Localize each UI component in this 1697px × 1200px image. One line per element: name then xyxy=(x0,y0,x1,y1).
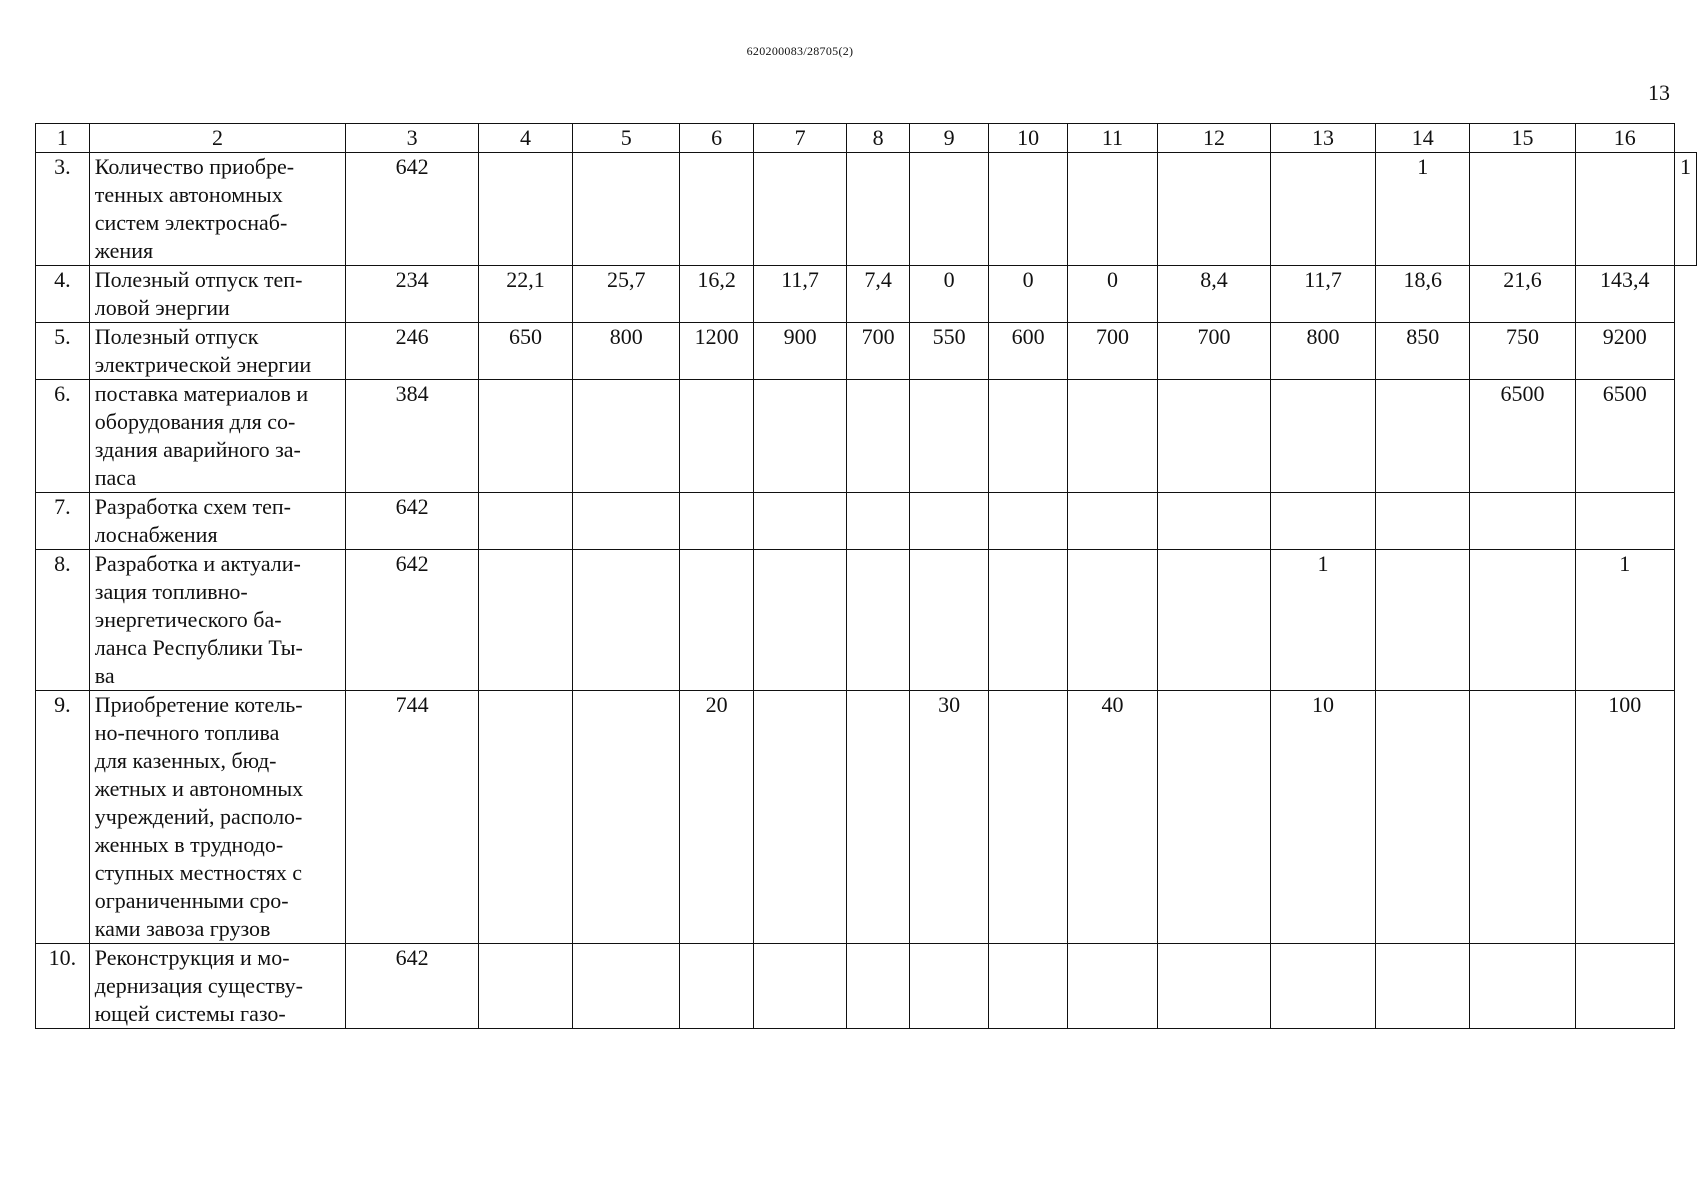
table-cell: 800 xyxy=(1270,323,1375,380)
table-cell: 600 xyxy=(989,323,1067,380)
column-header: 9 xyxy=(909,124,988,153)
table-cell: 700 xyxy=(1067,323,1157,380)
table-cell: 6500 xyxy=(1470,380,1575,493)
table-cell: 22,1 xyxy=(478,266,572,323)
table-cell xyxy=(1470,944,1575,1029)
column-header: 8 xyxy=(847,124,910,153)
table-cell xyxy=(989,944,1067,1029)
row-name: Полезный отпуск электрической энергии xyxy=(89,323,346,380)
row-name: поставка материалов и оборудования для со- здания аварийного за- паса xyxy=(89,380,346,493)
row-number: 9. xyxy=(36,691,90,944)
table-cell xyxy=(1067,380,1157,493)
row-name: Разработка и актуали- зация топливно- энергетического ба- ланса Республики Ты- ва xyxy=(89,550,346,691)
table-cell: 7,4 xyxy=(847,266,910,323)
header-row xyxy=(36,124,1697,153)
column-header: 14 xyxy=(1376,124,1470,153)
table-cell xyxy=(909,550,988,691)
table-cell xyxy=(847,493,910,550)
table-cell: 234 xyxy=(346,266,479,323)
table-cell xyxy=(989,153,1067,266)
table-cell: 800 xyxy=(573,323,680,380)
data-table xyxy=(35,123,1697,1029)
table-cell xyxy=(680,153,754,266)
table-cell: 18,6 xyxy=(1376,266,1470,323)
table-cell xyxy=(478,691,572,944)
table-cell xyxy=(1470,550,1575,691)
row-number: 5. xyxy=(36,323,90,380)
table-row xyxy=(36,266,1697,323)
table-cell xyxy=(478,493,572,550)
table-cell: 850 xyxy=(1376,323,1470,380)
row-number: 3. xyxy=(36,153,90,266)
table-cell xyxy=(989,493,1067,550)
table-cell xyxy=(753,380,846,493)
table-cell: 20 xyxy=(680,691,754,944)
table-cell xyxy=(909,153,988,266)
column-header: 15 xyxy=(1470,124,1575,153)
table-row xyxy=(36,380,1697,493)
table-cell xyxy=(573,380,680,493)
table-cell xyxy=(753,153,846,266)
table-cell: 11,7 xyxy=(753,266,846,323)
column-header: 3 xyxy=(346,124,479,153)
table-cell xyxy=(478,380,572,493)
column-header: 4 xyxy=(478,124,572,153)
column-header: 12 xyxy=(1158,124,1271,153)
column-header: 10 xyxy=(989,124,1067,153)
table-cell xyxy=(1376,380,1470,493)
table-cell: 384 xyxy=(346,380,479,493)
table-cell xyxy=(1158,944,1271,1029)
table-cell: 1 xyxy=(1675,153,1697,266)
table-cell xyxy=(1470,691,1575,944)
row-number: 8. xyxy=(36,550,90,691)
column-header: 6 xyxy=(680,124,754,153)
table-cell xyxy=(478,944,572,1029)
table-cell xyxy=(1158,380,1271,493)
row-number: 10. xyxy=(36,944,90,1029)
row-number: 6. xyxy=(36,380,90,493)
table-cell xyxy=(478,153,572,266)
table-cell: 1 xyxy=(1270,550,1375,691)
table-cell xyxy=(1067,153,1157,266)
table-cell xyxy=(847,691,910,944)
table-cell: 0 xyxy=(909,266,988,323)
table-cell: 8,4 xyxy=(1158,266,1271,323)
table-cell xyxy=(753,493,846,550)
row-number: 4. xyxy=(36,266,90,323)
column-header: 2 xyxy=(89,124,346,153)
table-cell xyxy=(989,691,1067,944)
row-name: Реконструкция и мо- дернизация существу- ющей системы газо- xyxy=(89,944,346,1029)
table-row xyxy=(36,944,1697,1029)
table-cell xyxy=(1158,493,1271,550)
table-cell: 40 xyxy=(1067,691,1157,944)
table-cell: 16,2 xyxy=(680,266,754,323)
row-name: Приобретение котель- но-печного топлива для казенных, бюд- жетных и автономных учреждений, располо- женных в труднодо- ступных местностях с ограниченными сро- ками завоза грузов xyxy=(89,691,346,944)
table-cell xyxy=(573,493,680,550)
table-cell xyxy=(847,153,910,266)
table-cell xyxy=(753,691,846,944)
column-header: 13 xyxy=(1270,124,1375,153)
table-cell xyxy=(1158,550,1271,691)
table-cell xyxy=(1270,493,1375,550)
table-cell xyxy=(1575,493,1674,550)
table-cell xyxy=(909,493,988,550)
column-header: 11 xyxy=(1067,124,1157,153)
table-cell xyxy=(1270,380,1375,493)
table-cell: 900 xyxy=(753,323,846,380)
table-cell xyxy=(680,380,754,493)
table-cell: 30 xyxy=(909,691,988,944)
document-id: 620200083/28705(2) xyxy=(746,44,854,58)
table-row xyxy=(36,153,1697,266)
table-cell: 6500 xyxy=(1575,380,1674,493)
table-cell: 143,4 xyxy=(1575,266,1674,323)
table-cell xyxy=(989,380,1067,493)
table-cell xyxy=(478,550,572,691)
table-cell: 9200 xyxy=(1575,323,1674,380)
table-cell xyxy=(1158,153,1271,266)
table-cell xyxy=(909,944,988,1029)
table-cell: 1 xyxy=(1376,153,1470,266)
table-cell xyxy=(1470,153,1575,266)
column-header: 7 xyxy=(753,124,846,153)
table-cell xyxy=(573,691,680,944)
table-cell: 21,6 xyxy=(1470,266,1575,323)
table-cell: 642 xyxy=(346,944,479,1029)
column-header: 5 xyxy=(573,124,680,153)
table-cell xyxy=(847,380,910,493)
table-cell: 642 xyxy=(346,153,479,266)
table-cell xyxy=(1067,550,1157,691)
table-cell xyxy=(847,944,910,1029)
table-cell xyxy=(1376,691,1470,944)
table-cell: 744 xyxy=(346,691,479,944)
table-cell: 550 xyxy=(909,323,988,380)
table-cell: 750 xyxy=(1470,323,1575,380)
table-cell: 100 xyxy=(1575,691,1674,944)
table-cell xyxy=(1470,493,1575,550)
table-row xyxy=(36,550,1697,691)
table-cell xyxy=(753,944,846,1029)
table-cell xyxy=(573,550,680,691)
table-cell xyxy=(1376,493,1470,550)
table-cell: 25,7 xyxy=(573,266,680,323)
table-cell xyxy=(989,550,1067,691)
table-row xyxy=(36,493,1697,550)
table-cell: 700 xyxy=(847,323,910,380)
table-row xyxy=(36,691,1697,944)
page-number: 13 xyxy=(1648,80,1670,105)
table-cell xyxy=(1067,493,1157,550)
column-header: 1 xyxy=(36,124,90,153)
table-cell xyxy=(573,153,680,266)
column-header: 16 xyxy=(1575,124,1674,153)
table-cell: 700 xyxy=(1158,323,1271,380)
table-cell xyxy=(680,493,754,550)
table-cell xyxy=(847,550,910,691)
table-cell xyxy=(1376,550,1470,691)
table-cell xyxy=(1376,944,1470,1029)
table-cell: 0 xyxy=(1067,266,1157,323)
table-cell: 0 xyxy=(989,266,1067,323)
table-cell xyxy=(1158,691,1271,944)
table-cell xyxy=(1575,944,1674,1029)
table-cell: 650 xyxy=(478,323,572,380)
row-name: Разработка схем теп- лоснабжения xyxy=(89,493,346,550)
table-cell: 1 xyxy=(1575,550,1674,691)
row-number: 7. xyxy=(36,493,90,550)
table-cell xyxy=(753,550,846,691)
table-cell: 10 xyxy=(1270,691,1375,944)
table-cell xyxy=(1270,153,1375,266)
table-cell xyxy=(573,944,680,1029)
table-cell: 642 xyxy=(346,550,479,691)
table-row xyxy=(36,323,1697,380)
table-cell xyxy=(1270,944,1375,1029)
table-cell xyxy=(1575,153,1674,266)
table-cell xyxy=(680,944,754,1029)
row-name: Количество приобре- тенных автономных систем электроснаб- жения xyxy=(89,153,346,266)
table-cell: 1200 xyxy=(680,323,754,380)
table-cell: 11,7 xyxy=(1270,266,1375,323)
table-cell xyxy=(909,380,988,493)
table-cell: 642 xyxy=(346,493,479,550)
table-cell xyxy=(1067,944,1157,1029)
row-name: Полезный отпуск теп- ловой энергии xyxy=(89,266,346,323)
table-cell xyxy=(680,550,754,691)
table-cell: 246 xyxy=(346,323,479,380)
